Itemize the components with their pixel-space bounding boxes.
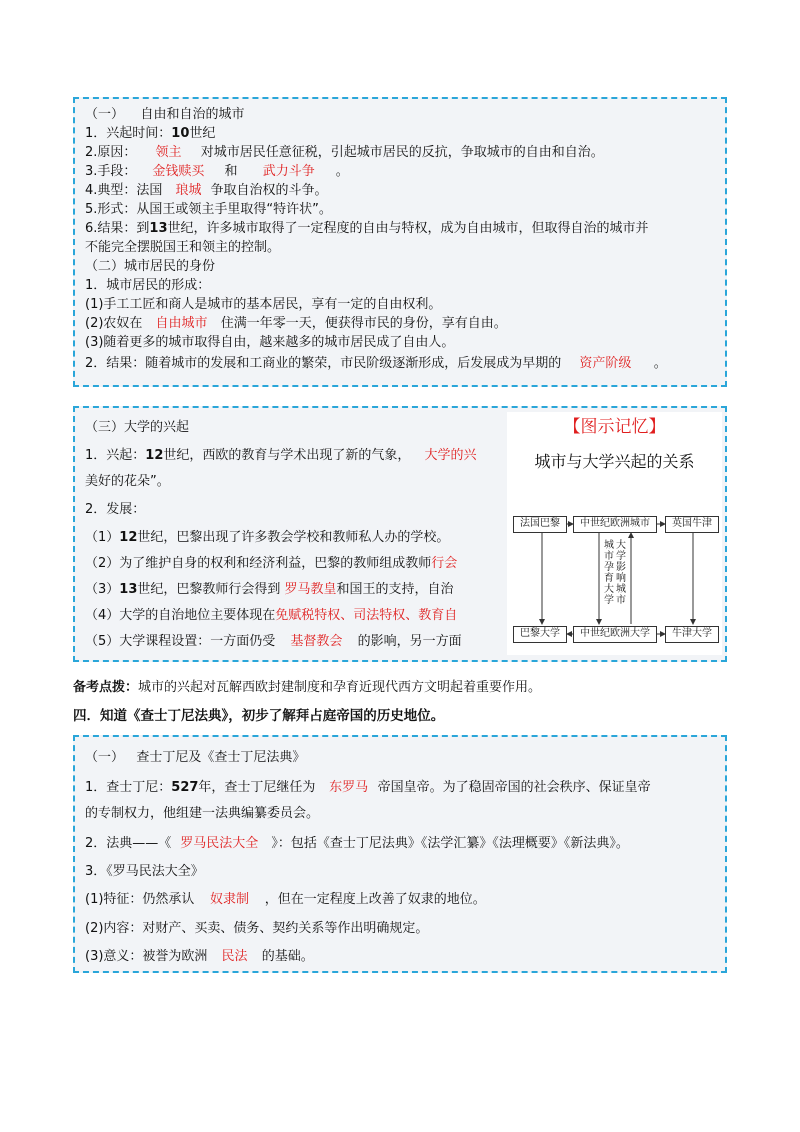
- node-paris-university: 巴黎大学: [513, 626, 567, 643]
- corpus: [85, 864, 204, 880]
- text: (2)农奴在: [85, 316, 143, 331]
- answer-armed-struggle: 武力斗争: [262, 164, 315, 179]
- text: 不能完全摆脱国王和领主的控制。: [85, 240, 281, 255]
- text: 1．兴起时间：: [85, 126, 172, 141]
- text: 对城市居民任意征税，引起城市居民的反抗，争取城市的自由和自治。: [200, 145, 604, 160]
- answer-ransom: 金钱赎买: [152, 164, 205, 179]
- subheading-identity: [85, 259, 215, 275]
- text: 。: [335, 164, 349, 179]
- text: 1．城市居民的形成：: [85, 278, 211, 293]
- feature: [85, 892, 486, 908]
- answer-privileges: 免赋税特权、司法特权、教育自: [275, 608, 458, 623]
- formation-1: [85, 297, 441, 313]
- text: （二）城市居民的身份: [85, 259, 216, 274]
- answer-civil-law: 民法: [221, 949, 248, 964]
- node-paris: 法国巴黎: [513, 516, 567, 533]
- text: 和: [224, 164, 238, 179]
- text: 3.手段：: [85, 164, 137, 179]
- text: 4.典型：法国: [85, 183, 163, 198]
- exam-tip: [73, 680, 541, 696]
- text: 的影响，另一方面: [357, 634, 462, 649]
- development: [85, 502, 145, 518]
- subheading-free-cities: [85, 107, 245, 123]
- tip-label: 备考点拨：: [73, 680, 139, 695]
- subheading-universities: [85, 420, 189, 436]
- century-number: 13: [119, 582, 138, 597]
- text: （5）大学课程设置：一方面仍受: [85, 634, 276, 649]
- text: 的基础。: [261, 949, 314, 964]
- box-city-autonomy: [73, 97, 727, 387]
- century-number: 10: [171, 126, 190, 141]
- text: （三）大学的兴起: [85, 420, 190, 435]
- century-number: 13: [149, 221, 168, 236]
- node-medieval-university: 中世纪欧洲大学: [573, 626, 657, 643]
- cause: [85, 145, 604, 161]
- development-1: [85, 530, 449, 546]
- node-oxford: 英国牛津: [665, 516, 719, 533]
- form: [85, 202, 332, 218]
- answer-pope: 罗马教皇: [284, 582, 337, 597]
- development-5: [85, 634, 462, 650]
- section-heading-justinian: 四．知道《查士丁尼法典》，初步了解拜占庭帝国的历史地位。: [73, 708, 445, 724]
- formation: [85, 278, 210, 294]
- text: 的专制权力，他组建一法典编纂委员会。: [85, 806, 320, 821]
- text: 6.结果：到: [85, 221, 150, 236]
- text: 帝国皇帝。为了稳固帝国的社会秩序、保证皇帝: [377, 780, 651, 795]
- text: ，但在一定程度上改善了奴隶的地位。: [264, 892, 486, 907]
- formation-3: [85, 335, 454, 351]
- text: （1）: [85, 530, 120, 545]
- text: （一）: [85, 750, 125, 765]
- text: （3）: [85, 582, 120, 597]
- answer-laon: 琅城: [175, 183, 202, 198]
- text: (2)内容：对财产、买卖、债务、契约关系等作出明确规定。: [85, 921, 429, 936]
- outcome: [85, 356, 667, 372]
- text: (3)意义：被誉为欧洲: [85, 949, 208, 964]
- formation-2: [85, 316, 507, 332]
- result-cont: [85, 240, 280, 256]
- text: 世纪，西欧的教育与学术出现了新的气象，: [163, 448, 411, 463]
- answer-eastern-rome: 东罗马: [329, 780, 369, 795]
- answer-slavery: 奴隶制: [210, 892, 250, 907]
- diagram-title: 城市与大学兴起的关系: [534, 452, 695, 471]
- box-justinian-code: [73, 735, 727, 973]
- text: 争取自治权的斗争。: [210, 183, 328, 198]
- text: (1)特征：仍然承认: [85, 892, 195, 907]
- rise: [85, 448, 477, 464]
- text: 世纪: [189, 126, 216, 141]
- text: 住满一年零一天，便获得市民的身份，享有自由。: [220, 316, 507, 331]
- typical: [85, 183, 328, 199]
- answer-free-city: 自由城市: [155, 316, 208, 331]
- text: 。: [653, 356, 667, 371]
- result: [85, 221, 649, 237]
- text: 年，查士丁尼继任为: [198, 780, 316, 795]
- text: 2．发展：: [85, 502, 146, 517]
- diagram-tag: 【图示记忆】: [563, 417, 666, 437]
- century-number: 12: [119, 530, 138, 545]
- label-num: （一）: [85, 107, 125, 122]
- text: 2．法典——《: [85, 836, 172, 851]
- development-2: [85, 556, 457, 572]
- text: 世纪，巴黎教师行会得到: [137, 582, 281, 597]
- development-4: [85, 608, 457, 624]
- significance: [85, 949, 314, 965]
- answer-church: 基督教会: [290, 634, 343, 649]
- answer-guild: 行会: [431, 556, 458, 571]
- answer-university: 大学的兴: [424, 448, 477, 463]
- label-city-nurtures-university: 城市孕育大学: [604, 540, 614, 606]
- box-universities: [73, 406, 727, 662]
- text: 美好的花朵”。: [85, 474, 170, 489]
- diagram-arrows: [507, 412, 722, 655]
- text: 3．《罗马民法大全》: [85, 864, 204, 879]
- text: 世纪，巴黎出现了许多教会学校和教师私人办的学校。: [137, 530, 450, 545]
- tip-text: 城市的兴起对瓦解西欧封建制度和孕育近现代西方文明起着重要作用。: [138, 680, 542, 695]
- justinian: [85, 780, 651, 796]
- text: （2）为了维护自身的权利和经济利益，巴黎的教师组成教师: [85, 556, 432, 571]
- text: 1．兴起：: [85, 448, 146, 463]
- subheading-justinian: [85, 750, 305, 766]
- answer-bourgeoisie: 资产阶级: [579, 356, 632, 371]
- justinian-cont: [85, 806, 319, 822]
- century-number: 12: [145, 448, 164, 463]
- text: 世纪，许多城市取得了一定程度的自由与特权，成为自由城市，但取得自治的城市并: [167, 221, 649, 236]
- label-university-influences-city: 大学影响城市: [616, 540, 626, 606]
- text: 和国王的支持，自治: [336, 582, 454, 597]
- text: 5.形式：从国王或领主手里取得“特许状”。: [85, 202, 332, 217]
- text: 》：包括《查士丁尼法典》《法学汇纂》《法理概要》《新法典》。: [271, 836, 629, 851]
- rise-cont: [85, 474, 170, 490]
- label-text: 自由和自治的城市: [140, 107, 245, 122]
- answer-lord: 领主: [155, 145, 182, 160]
- node-medieval-city: 中世纪欧洲城市: [573, 516, 657, 533]
- development-3: [85, 582, 454, 598]
- diagram-city-university: [507, 412, 722, 655]
- rise-time: [85, 126, 215, 142]
- text: 2.原因：: [85, 145, 137, 160]
- code: [85, 836, 629, 852]
- year-number: 527: [171, 780, 199, 795]
- means: [85, 164, 349, 180]
- text: 1．查士丁尼：: [85, 780, 172, 795]
- text: (3)随着更多的城市取得自由，越来越多的城市居民成了自由人。: [85, 335, 455, 350]
- text: 2．结果：随着城市的发展和工商业的繁荣，市民阶级逐渐形成，后发展成为早期的: [85, 356, 562, 371]
- text: （4）大学的自治地位主要体现在: [85, 608, 276, 623]
- answer-corpus-juris: 罗马民法大全: [180, 836, 259, 851]
- node-oxford-university: 牛津大学: [665, 626, 719, 643]
- text: 查士丁尼及《查士丁尼法典》: [136, 750, 306, 765]
- text: (1)手工工匠和商人是城市的基本居民，享有一定的自由权利。: [85, 297, 442, 312]
- content: [85, 921, 428, 937]
